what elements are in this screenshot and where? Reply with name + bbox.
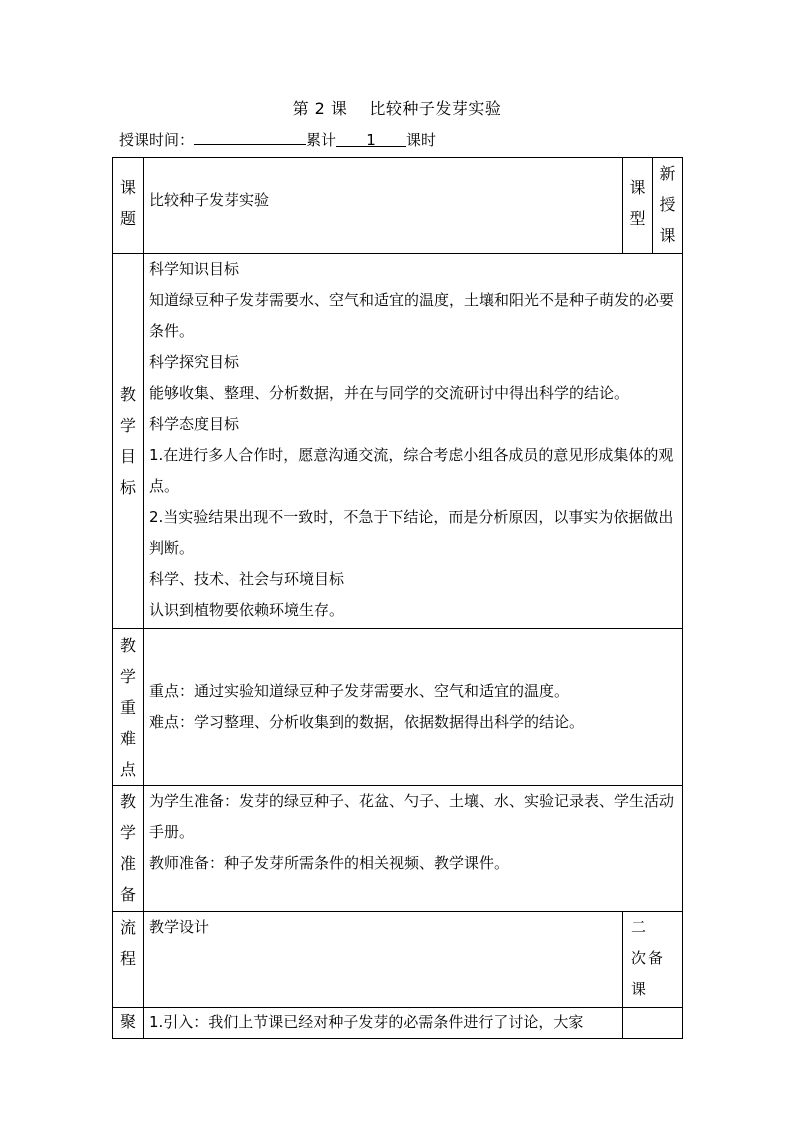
objective-heading: 科学、技术、社会与环境目标 <box>149 570 345 588</box>
topic-value: 比较种子发芽实验 <box>144 158 623 254</box>
step-text: 1.引入：我们上节课已经对种子发芽的必需条件进行了讨论，大家 <box>144 1008 623 1039</box>
difficult-point: 难点：学习整理、分析收集到的数据，依据数据得出科学的结论。 <box>149 713 585 731</box>
preparation-content <box>144 786 683 912</box>
objective-text: 2.当实验结果出现不一致时，不急于下结论，而是分析原因，以事实为依据做出判断。 <box>149 508 674 557</box>
process-label: 流 程 <box>113 912 144 1008</box>
objective-text: 知道绿豆种子发芽需要水、空气和适宜的温度，土壤和阳光不是种子萌发的必要条件。 <box>149 291 675 340</box>
count-field: 1 <box>336 130 406 147</box>
preparation-label: 教 学 准 备 <box>113 786 144 912</box>
objective-text: 认识到植物要依赖环境生存。 <box>149 601 345 619</box>
student-preparation: 为学生准备：发芽的绿豆种子、花盆、勺子、土壤、水、实验记录表、学生活动手册。 <box>149 792 675 841</box>
process-step-row <box>113 1008 683 1039</box>
objectives-row <box>113 254 683 629</box>
lesson-meta <box>119 128 436 150</box>
lesson-title: 比较种子发芽实验 <box>369 99 502 118</box>
lesson-plan-table <box>112 157 683 1039</box>
key-point: 重点：通过实验知道绿豆种子发芽需要水、空气和适宜的温度。 <box>149 682 570 700</box>
objective-heading: 科学探究目标 <box>149 353 240 371</box>
time-label: 授课时间： <box>119 131 195 149</box>
count-label: 累计 <box>306 131 337 149</box>
step-label: 聚 <box>113 1008 144 1039</box>
keypoints-content <box>144 629 683 786</box>
objective-text: 1.在进行多人合作时，愿意沟通交流，综合考虑小组各成员的意见形成集体的观点。 <box>149 446 674 495</box>
lesson-number: 第 2 课 <box>292 99 348 118</box>
objective-heading: 科学态度目标 <box>149 415 240 433</box>
topic-label: 课 题 <box>113 158 144 254</box>
keypoints-label: 教 学 重 难 点 <box>113 629 144 786</box>
time-field <box>194 128 306 145</box>
objective-heading: 科学知识目标 <box>149 260 240 278</box>
objective-text: 能够收集、整理、分析数据，并在与同学的交流研讨中得出科学的结论。 <box>149 384 630 402</box>
objectives-label: 教 学 目 标 <box>113 254 144 629</box>
teacher-preparation: 教师准备：种子发芽所需条件的相关视频、教学课件。 <box>149 854 510 872</box>
second-prep-label: 二 次备课 <box>623 912 683 1008</box>
step-second-prep <box>623 1008 683 1039</box>
topic-row <box>113 158 683 254</box>
keypoints-row <box>113 629 683 786</box>
count-unit: 课时 <box>406 131 437 149</box>
preparation-row <box>113 786 683 912</box>
objectives-content <box>144 254 683 629</box>
lesson-title-line <box>0 96 794 119</box>
teaching-design-label: 教学设计 <box>144 912 623 1008</box>
process-row <box>113 912 683 1008</box>
lesson-type-value: 新 授 课 <box>653 158 683 254</box>
lesson-type-label: 课 型 <box>623 158 653 254</box>
